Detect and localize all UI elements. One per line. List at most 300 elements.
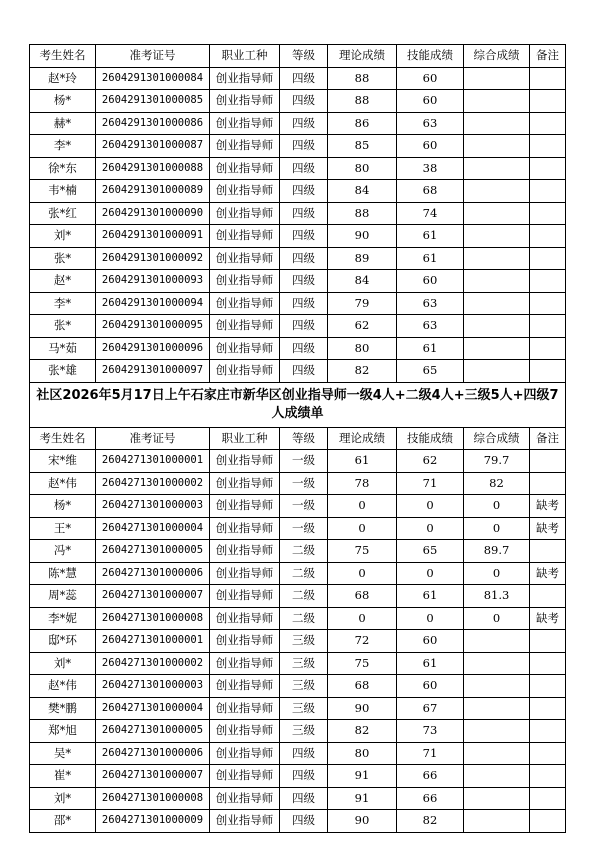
cell-remark — [530, 270, 566, 293]
cell-remark: 缺考 — [530, 562, 566, 585]
cell-skill-score: 61 — [397, 225, 464, 248]
cell-total-score: 89.7 — [464, 540, 530, 563]
cell-name: 邵* — [30, 810, 96, 833]
cell-skill-score: 68 — [397, 180, 464, 203]
cell-level: 二级 — [280, 585, 328, 608]
cell-name: 张*雄 — [30, 360, 96, 383]
cell-skill-score: 74 — [397, 202, 464, 225]
column-header-total-score: 综合成绩 — [464, 427, 530, 450]
cell-level: 二级 — [280, 607, 328, 630]
column-header-skill-score: 技能成绩 — [397, 427, 464, 450]
cell-occupation: 创业指导师 — [210, 202, 280, 225]
cell-level: 一级 — [280, 472, 328, 495]
cell-remark — [530, 720, 566, 743]
cell-exam-id: 2604271301000004 — [96, 697, 210, 720]
table-row — [30, 180, 566, 203]
table-row — [30, 247, 566, 270]
cell-remark: 缺考 — [530, 607, 566, 630]
cell-exam-id: 2604291301000087 — [96, 135, 210, 158]
cell-level: 四级 — [280, 360, 328, 383]
cell-theory-score: 84 — [328, 180, 397, 203]
cell-name: 赵*玲 — [30, 67, 96, 90]
score-table — [29, 44, 566, 833]
cell-name: 马*茹 — [30, 337, 96, 360]
table-row — [30, 630, 566, 653]
column-header-theory-score: 理论成绩 — [328, 45, 397, 68]
cell-skill-score: 66 — [397, 765, 464, 788]
cell-occupation: 创业指导师 — [210, 630, 280, 653]
table-row — [30, 652, 566, 675]
cell-occupation: 创业指导师 — [210, 157, 280, 180]
cell-theory-score: 90 — [328, 225, 397, 248]
cell-exam-id: 2604271301000006 — [96, 742, 210, 765]
cell-remark — [530, 67, 566, 90]
cell-level: 四级 — [280, 337, 328, 360]
cell-theory-score: 88 — [328, 202, 397, 225]
cell-skill-score: 71 — [397, 742, 464, 765]
cell-total-score — [464, 810, 530, 833]
cell-total-score: 0 — [464, 607, 530, 630]
cell-total-score: 0 — [464, 495, 530, 518]
column-header-name: 考生姓名 — [30, 427, 96, 450]
cell-skill-score: 60 — [397, 630, 464, 653]
cell-name: 赵* — [30, 270, 96, 293]
cell-exam-id: 2604291301000093 — [96, 270, 210, 293]
cell-exam-id: 2604271301000003 — [96, 495, 210, 518]
cell-skill-score: 60 — [397, 67, 464, 90]
table-row — [30, 450, 566, 473]
column-header-theory-score: 理论成绩 — [328, 427, 397, 450]
cell-skill-score: 66 — [397, 787, 464, 810]
cell-name: 邸*环 — [30, 630, 96, 653]
cell-level: 四级 — [280, 90, 328, 113]
cell-occupation: 创业指导师 — [210, 765, 280, 788]
table-row — [30, 765, 566, 788]
cell-occupation: 创业指导师 — [210, 472, 280, 495]
cell-remark: 缺考 — [530, 495, 566, 518]
cell-name: 张* — [30, 247, 96, 270]
cell-level: 四级 — [280, 157, 328, 180]
cell-exam-id: 2604291301000086 — [96, 112, 210, 135]
cell-exam-id: 2604271301000008 — [96, 787, 210, 810]
cell-exam-id: 2604271301000003 — [96, 675, 210, 698]
cell-level: 二级 — [280, 562, 328, 585]
column-header-remark: 备注 — [530, 45, 566, 68]
cell-level: 一级 — [280, 517, 328, 540]
cell-remark — [530, 90, 566, 113]
cell-occupation: 创业指导师 — [210, 67, 280, 90]
cell-skill-score: 61 — [397, 585, 464, 608]
cell-occupation: 创业指导师 — [210, 810, 280, 833]
cell-level: 四级 — [280, 810, 328, 833]
cell-occupation: 创业指导师 — [210, 225, 280, 248]
cell-name: 周*蕊 — [30, 585, 96, 608]
table-row — [30, 697, 566, 720]
cell-theory-score: 0 — [328, 495, 397, 518]
cell-name: 王* — [30, 517, 96, 540]
cell-exam-id: 2604291301000091 — [96, 225, 210, 248]
column-header-remark: 备注 — [530, 427, 566, 450]
section-title-row — [30, 382, 566, 427]
cell-theory-score: 91 — [328, 765, 397, 788]
cell-remark — [530, 540, 566, 563]
cell-name: 李* — [30, 292, 96, 315]
table-row — [30, 225, 566, 248]
cell-name: 吴* — [30, 742, 96, 765]
cell-total-score — [464, 90, 530, 113]
cell-occupation: 创业指导师 — [210, 585, 280, 608]
table-row — [30, 495, 566, 518]
table-row — [30, 472, 566, 495]
column-header-skill-score: 技能成绩 — [397, 45, 464, 68]
cell-remark — [530, 472, 566, 495]
cell-occupation: 创业指导师 — [210, 337, 280, 360]
cell-skill-score: 60 — [397, 90, 464, 113]
cell-total-score: 82 — [464, 472, 530, 495]
column-header-exam-id: 准考证号 — [96, 427, 210, 450]
table-row — [30, 292, 566, 315]
cell-occupation: 创业指导师 — [210, 90, 280, 113]
cell-theory-score: 88 — [328, 67, 397, 90]
cell-level: 四级 — [280, 135, 328, 158]
cell-exam-id: 2604271301000001 — [96, 450, 210, 473]
cell-occupation: 创业指导师 — [210, 562, 280, 585]
cell-exam-id: 2604291301000095 — [96, 315, 210, 338]
table-row — [30, 540, 566, 563]
cell-total-score: 0 — [464, 562, 530, 585]
cell-theory-score: 82 — [328, 720, 397, 743]
cell-exam-id: 2604291301000090 — [96, 202, 210, 225]
cell-name: 刘* — [30, 225, 96, 248]
cell-name: 郑*旭 — [30, 720, 96, 743]
cell-exam-id: 2604291301000084 — [96, 67, 210, 90]
cell-remark — [530, 225, 566, 248]
cell-skill-score: 73 — [397, 720, 464, 743]
cell-remark — [530, 765, 566, 788]
cell-occupation: 创业指导师 — [210, 112, 280, 135]
cell-remark — [530, 675, 566, 698]
table-row — [30, 67, 566, 90]
cell-level: 四级 — [280, 765, 328, 788]
cell-level: 四级 — [280, 315, 328, 338]
table-row — [30, 517, 566, 540]
score-document — [29, 44, 565, 833]
cell-total-score — [464, 67, 530, 90]
cell-name: 赵*伟 — [30, 472, 96, 495]
table-row — [30, 585, 566, 608]
cell-exam-id: 2604291301000094 — [96, 292, 210, 315]
cell-occupation: 创业指导师 — [210, 247, 280, 270]
table-row — [30, 157, 566, 180]
cell-skill-score: 0 — [397, 517, 464, 540]
cell-exam-id: 2604291301000092 — [96, 247, 210, 270]
table-row — [30, 562, 566, 585]
cell-skill-score: 65 — [397, 540, 464, 563]
cell-remark — [530, 315, 566, 338]
cell-total-score — [464, 157, 530, 180]
cell-skill-score: 63 — [397, 112, 464, 135]
cell-remark — [530, 585, 566, 608]
cell-remark — [530, 292, 566, 315]
cell-level: 三级 — [280, 720, 328, 743]
cell-total-score — [464, 247, 530, 270]
table-row — [30, 135, 566, 158]
cell-theory-score: 79 — [328, 292, 397, 315]
cell-name: 李* — [30, 135, 96, 158]
cell-level: 四级 — [280, 787, 328, 810]
cell-theory-score: 85 — [328, 135, 397, 158]
cell-skill-score: 60 — [397, 135, 464, 158]
cell-theory-score: 75 — [328, 652, 397, 675]
cell-occupation: 创业指导师 — [210, 652, 280, 675]
table-row — [30, 337, 566, 360]
cell-occupation: 创业指导师 — [210, 270, 280, 293]
cell-exam-id: 2604271301000001 — [96, 630, 210, 653]
cell-theory-score: 89 — [328, 247, 397, 270]
cell-skill-score: 60 — [397, 270, 464, 293]
cell-theory-score: 0 — [328, 562, 397, 585]
cell-skill-score: 63 — [397, 292, 464, 315]
cell-total-score — [464, 180, 530, 203]
column-header-name: 考生姓名 — [30, 45, 96, 68]
cell-theory-score: 80 — [328, 337, 397, 360]
column-header-level: 等级 — [280, 45, 328, 68]
cell-skill-score: 0 — [397, 495, 464, 518]
cell-theory-score: 72 — [328, 630, 397, 653]
cell-remark — [530, 787, 566, 810]
cell-exam-id: 2604271301000006 — [96, 562, 210, 585]
cell-remark — [530, 157, 566, 180]
cell-name: 张* — [30, 315, 96, 338]
cell-total-score — [464, 787, 530, 810]
cell-occupation: 创业指导师 — [210, 742, 280, 765]
cell-remark — [530, 450, 566, 473]
cell-skill-score: 60 — [397, 675, 464, 698]
cell-theory-score: 82 — [328, 360, 397, 383]
column-header-occupation: 职业工种 — [210, 427, 280, 450]
cell-remark — [530, 810, 566, 833]
table-row — [30, 607, 566, 630]
cell-name: 冯* — [30, 540, 96, 563]
cell-skill-score: 67 — [397, 697, 464, 720]
cell-total-score — [464, 360, 530, 383]
cell-total-score: 79.7 — [464, 450, 530, 473]
cell-level: 四级 — [280, 67, 328, 90]
cell-remark: 缺考 — [530, 517, 566, 540]
cell-name: 刘* — [30, 652, 96, 675]
cell-level: 四级 — [280, 292, 328, 315]
cell-occupation: 创业指导师 — [210, 360, 280, 383]
cell-total-score — [464, 630, 530, 653]
cell-exam-id: 2604291301000097 — [96, 360, 210, 383]
cell-exam-id: 2604291301000085 — [96, 90, 210, 113]
table-row — [30, 720, 566, 743]
column-header-occupation: 职业工种 — [210, 45, 280, 68]
cell-name: 宋*维 — [30, 450, 96, 473]
cell-occupation: 创业指导师 — [210, 697, 280, 720]
cell-total-score — [464, 202, 530, 225]
cell-occupation: 创业指导师 — [210, 675, 280, 698]
cell-level: 四级 — [280, 180, 328, 203]
cell-exam-id: 2604271301000009 — [96, 810, 210, 833]
cell-total-score — [464, 765, 530, 788]
cell-level: 三级 — [280, 675, 328, 698]
cell-remark — [530, 247, 566, 270]
cell-total-score — [464, 742, 530, 765]
cell-theory-score: 91 — [328, 787, 397, 810]
cell-remark — [530, 652, 566, 675]
cell-level: 一级 — [280, 495, 328, 518]
cell-skill-score: 62 — [397, 450, 464, 473]
section2-header-row — [30, 427, 566, 450]
cell-total-score — [464, 720, 530, 743]
cell-total-score: 0 — [464, 517, 530, 540]
cell-level: 四级 — [280, 247, 328, 270]
cell-level: 四级 — [280, 270, 328, 293]
cell-occupation: 创业指导师 — [210, 135, 280, 158]
cell-exam-id: 2604291301000088 — [96, 157, 210, 180]
cell-theory-score: 80 — [328, 742, 397, 765]
cell-level: 四级 — [280, 112, 328, 135]
cell-name: 樊*鹏 — [30, 697, 96, 720]
cell-total-score: 81.3 — [464, 585, 530, 608]
cell-skill-score: 61 — [397, 337, 464, 360]
table-row — [30, 360, 566, 383]
cell-name: 陈*慧 — [30, 562, 96, 585]
cell-theory-score: 84 — [328, 270, 397, 293]
cell-occupation: 创业指导师 — [210, 180, 280, 203]
column-header-total-score: 综合成绩 — [464, 45, 530, 68]
cell-exam-id: 2604271301000005 — [96, 720, 210, 743]
cell-theory-score: 61 — [328, 450, 397, 473]
cell-exam-id: 2604271301000002 — [96, 652, 210, 675]
cell-exam-id: 2604271301000007 — [96, 765, 210, 788]
cell-theory-score: 86 — [328, 112, 397, 135]
cell-occupation: 创业指导师 — [210, 540, 280, 563]
cell-occupation: 创业指导师 — [210, 495, 280, 518]
cell-total-score — [464, 292, 530, 315]
cell-exam-id: 2604271301000005 — [96, 540, 210, 563]
cell-level: 三级 — [280, 652, 328, 675]
cell-occupation: 创业指导师 — [210, 517, 280, 540]
cell-skill-score: 38 — [397, 157, 464, 180]
cell-theory-score: 80 — [328, 157, 397, 180]
cell-total-score — [464, 675, 530, 698]
table-row — [30, 202, 566, 225]
table-row — [30, 90, 566, 113]
cell-exam-id: 2604271301000004 — [96, 517, 210, 540]
cell-level: 三级 — [280, 697, 328, 720]
cell-occupation: 创业指导师 — [210, 720, 280, 743]
cell-occupation: 创业指导师 — [210, 450, 280, 473]
cell-name: 李*妮 — [30, 607, 96, 630]
cell-total-score — [464, 315, 530, 338]
cell-name: 张*红 — [30, 202, 96, 225]
cell-name: 赫* — [30, 112, 96, 135]
cell-skill-score: 0 — [397, 607, 464, 630]
cell-total-score — [464, 270, 530, 293]
cell-level: 四级 — [280, 225, 328, 248]
cell-name: 徐*东 — [30, 157, 96, 180]
cell-remark — [530, 360, 566, 383]
cell-skill-score: 63 — [397, 315, 464, 338]
cell-remark — [530, 630, 566, 653]
cell-total-score — [464, 337, 530, 360]
cell-theory-score: 78 — [328, 472, 397, 495]
cell-name: 刘* — [30, 787, 96, 810]
cell-remark — [530, 180, 566, 203]
cell-name: 韦*楠 — [30, 180, 96, 203]
cell-skill-score: 0 — [397, 562, 464, 585]
cell-exam-id: 2604291301000096 — [96, 337, 210, 360]
cell-theory-score: 88 — [328, 90, 397, 113]
cell-skill-score: 71 — [397, 472, 464, 495]
cell-theory-score: 68 — [328, 675, 397, 698]
cell-remark — [530, 202, 566, 225]
section1-header-row — [30, 45, 566, 68]
cell-theory-score: 62 — [328, 315, 397, 338]
cell-theory-score: 90 — [328, 697, 397, 720]
cell-level: 四级 — [280, 742, 328, 765]
cell-theory-score: 75 — [328, 540, 397, 563]
cell-total-score — [464, 135, 530, 158]
cell-remark — [530, 742, 566, 765]
table-row — [30, 675, 566, 698]
cell-exam-id: 2604271301000002 — [96, 472, 210, 495]
cell-occupation: 创业指导师 — [210, 315, 280, 338]
cell-exam-id: 2604271301000008 — [96, 607, 210, 630]
cell-remark — [530, 337, 566, 360]
cell-exam-id: 2604291301000089 — [96, 180, 210, 203]
section-title: 社区2026年5月17日上午石家庄市新华区创业指导师一级4人+二级4人+三级5人+四级7人成绩单 — [30, 382, 566, 427]
cell-remark — [530, 112, 566, 135]
cell-theory-score: 0 — [328, 607, 397, 630]
cell-occupation: 创业指导师 — [210, 787, 280, 810]
cell-total-score — [464, 652, 530, 675]
column-header-level: 等级 — [280, 427, 328, 450]
cell-total-score — [464, 112, 530, 135]
column-header-exam-id: 准考证号 — [96, 45, 210, 68]
cell-theory-score: 0 — [328, 517, 397, 540]
cell-name: 杨* — [30, 90, 96, 113]
cell-level: 四级 — [280, 202, 328, 225]
cell-name: 杨* — [30, 495, 96, 518]
cell-total-score — [464, 697, 530, 720]
table-row — [30, 112, 566, 135]
cell-level: 二级 — [280, 540, 328, 563]
cell-exam-id: 2604271301000007 — [96, 585, 210, 608]
table-row — [30, 787, 566, 810]
cell-theory-score: 90 — [328, 810, 397, 833]
cell-level: 三级 — [280, 630, 328, 653]
cell-theory-score: 68 — [328, 585, 397, 608]
table-row — [30, 270, 566, 293]
cell-level: 一级 — [280, 450, 328, 473]
cell-occupation: 创业指导师 — [210, 292, 280, 315]
table-row — [30, 315, 566, 338]
cell-remark — [530, 697, 566, 720]
cell-skill-score: 82 — [397, 810, 464, 833]
table-row — [30, 742, 566, 765]
table-row — [30, 810, 566, 833]
cell-skill-score: 61 — [397, 247, 464, 270]
cell-name: 崔* — [30, 765, 96, 788]
cell-skill-score: 61 — [397, 652, 464, 675]
cell-name: 赵*伟 — [30, 675, 96, 698]
cell-total-score — [464, 225, 530, 248]
cell-occupation: 创业指导师 — [210, 607, 280, 630]
cell-skill-score: 65 — [397, 360, 464, 383]
